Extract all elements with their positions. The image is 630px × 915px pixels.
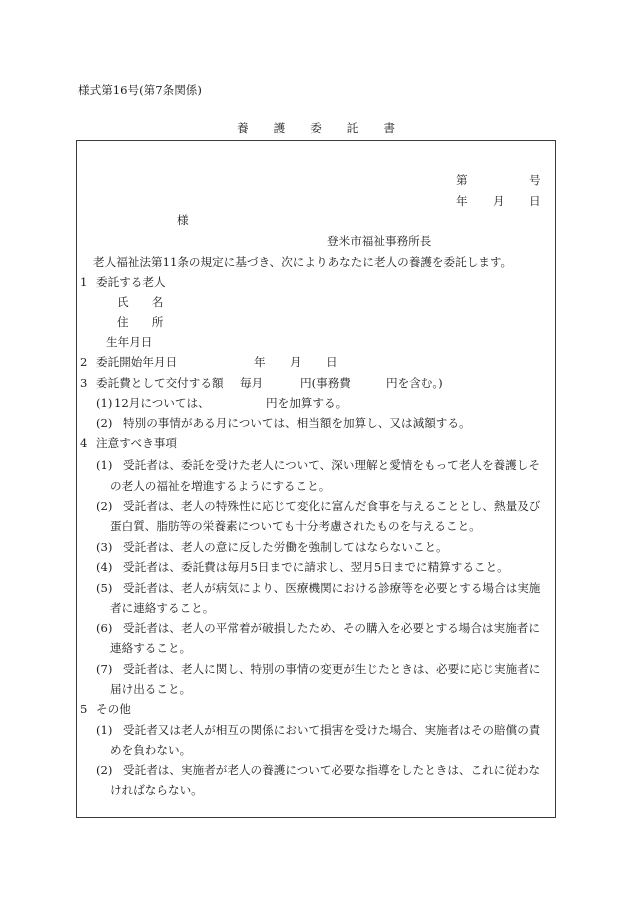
item-label: (5): [96, 581, 113, 595]
document-title: 養護委託書: [237, 121, 420, 135]
item-line: 受託者は、老人に関し、特別の事情の変更が生じたときは、必要に応じ実施者に: [123, 662, 541, 676]
date-year: 年: [456, 194, 468, 208]
item-label: (7): [96, 662, 113, 676]
date-month: 月: [493, 194, 505, 208]
item-line: 受託者は、老人が病気により、医療機関における診療等を必要とする場合は実施: [123, 581, 541, 595]
item-line: 受託者は、委託費は毎月5日までに請求し、翌月5日までに精算すること。: [123, 560, 509, 574]
section-number: 2: [80, 355, 88, 369]
start-date-month: 月: [290, 355, 302, 369]
item-line: の老人の福祉を増進するようにすること。: [110, 479, 331, 493]
start-date-year: 年: [254, 355, 266, 369]
item-line: 連絡すること。: [110, 641, 192, 655]
section-number: 3: [80, 376, 88, 390]
item-line: 特別の事情がある月については、相当額を加算し、又は減額する。: [123, 416, 471, 430]
section-heading: 注意すべき事項: [96, 436, 177, 450]
item-line: 蛋白質、脂肪等の栄養素についても十分考慮されたものを与えること。: [110, 519, 481, 533]
item-line: 円を加算する。: [266, 396, 348, 410]
item-line: 受託者は、老人の平常着が破損したため、その購入を必要とする場合は実施者に: [123, 621, 540, 635]
field-address-label: 住 所: [117, 315, 164, 329]
number-suffix: 号: [529, 173, 541, 187]
item-label: (2): [96, 416, 113, 430]
item-label: (4): [96, 560, 113, 574]
date-day: 日: [529, 194, 541, 208]
item-label: (1): [96, 396, 113, 410]
item-line: めを負わない。: [110, 743, 192, 757]
field-name-label: 氏 名: [117, 295, 164, 309]
item-line: 者に連絡すること。: [110, 601, 215, 615]
item-label: (6): [96, 621, 113, 635]
item-line: 受託者は、老人の意に反した労働を強制してはならないこと。: [123, 540, 448, 554]
item-label: (3): [96, 540, 113, 554]
item-label: (2): [96, 763, 113, 777]
admin-fee-included-label: 円を含む。): [386, 376, 443, 390]
addressee-honorific: 様: [177, 213, 189, 227]
item-line: 12月については、: [114, 396, 210, 410]
item-line: ければならない。: [110, 783, 203, 797]
item-line: 受託者は、老人の特殊性に応じて変化に富んだ食事を与えることとし、熱量及び: [123, 499, 541, 513]
item-line: 受託者又は老人が相互の関係において損害を受けた場合、実施者はその賠償の責: [123, 723, 541, 737]
section-heading: 委託費として交付する額: [96, 376, 224, 390]
item-line: 受託者は、委託を受けた老人について、深い理解と愛情をもって老人を養護しそ: [123, 458, 540, 472]
section-heading: その他: [96, 702, 131, 716]
item-label: (2): [96, 499, 113, 513]
field-birthdate-label: 生年月日: [106, 335, 153, 349]
section-number: 5: [80, 702, 88, 716]
admin-fee-label: 円(事務費: [300, 376, 351, 390]
section-heading: 委託する老人: [96, 275, 166, 289]
item-line: 受託者は、実施者が老人の養護について必要な指導をしたときは、これに従わな: [123, 763, 541, 777]
section-heading: 委託開始年月日: [96, 355, 178, 369]
start-date-day: 日: [326, 355, 338, 369]
form-number: 様式第16号(第7条関係): [78, 83, 202, 97]
item-label: (1): [96, 723, 113, 737]
section-number: 1: [80, 275, 88, 289]
preamble: 老人福祉法第11条の規定に基づき、次によりあなたに老人の養護を委託します。: [93, 255, 513, 269]
item-label: (1): [96, 458, 113, 472]
section-number: 4: [80, 436, 88, 450]
item-line: 届け出ること。: [110, 682, 192, 696]
monthly-label: 毎月: [240, 376, 264, 390]
issuer: 登米市福祉事務所長: [327, 234, 432, 248]
number-prefix: 第: [456, 173, 468, 187]
